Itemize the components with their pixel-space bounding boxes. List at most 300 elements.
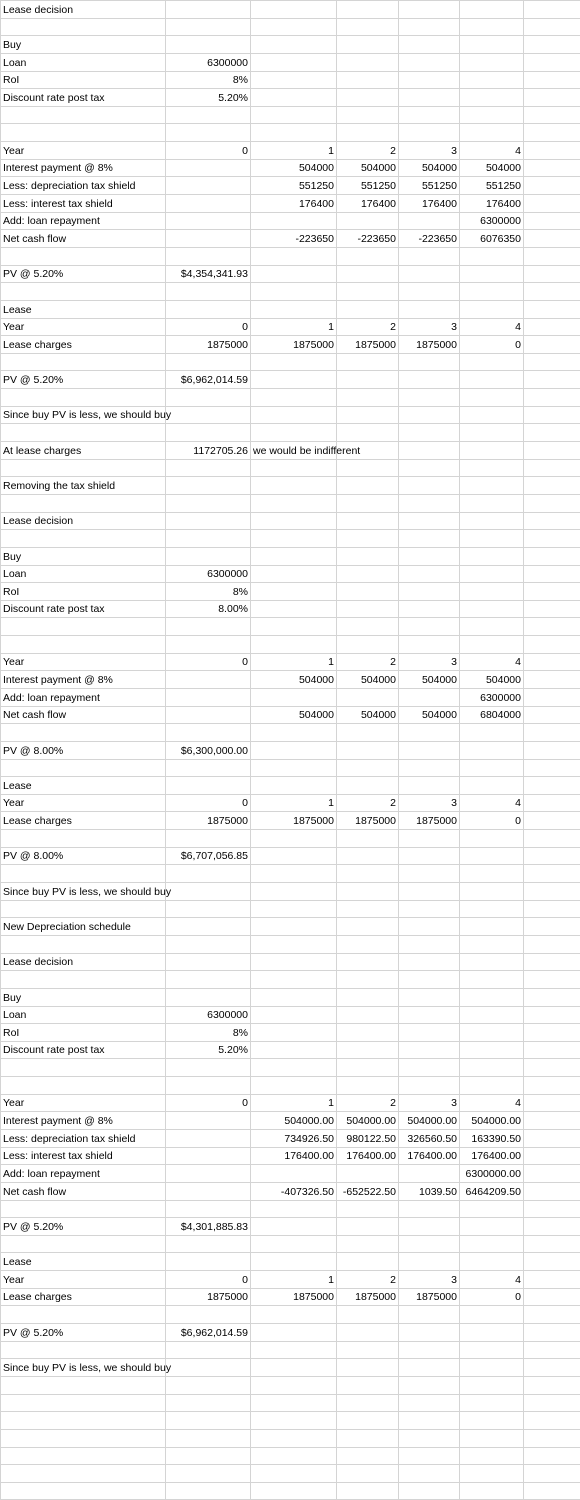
sheet-cell[interactable]: Since buy PV is less, we should buy xyxy=(1,1359,166,1377)
sheet-cell[interactable]: Year xyxy=(1,318,166,336)
sheet-cell[interactable]: 1039.50 xyxy=(399,1182,460,1200)
sheet-cell[interactable] xyxy=(524,1341,580,1359)
sheet-cell[interactable] xyxy=(524,1200,580,1218)
sheet-cell[interactable]: 1 xyxy=(251,1094,337,1112)
sheet-cell[interactable]: New Depreciation schedule xyxy=(1,918,166,936)
sheet-cell[interactable] xyxy=(524,353,580,371)
sheet-cell[interactable]: 8% xyxy=(166,583,251,601)
sheet-cell[interactable] xyxy=(251,1077,337,1095)
sheet-cell[interactable] xyxy=(524,530,580,548)
sheet-cell[interactable] xyxy=(166,971,251,989)
sheet-cell[interactable] xyxy=(524,195,580,213)
sheet-cell[interactable] xyxy=(399,1412,460,1430)
sheet-cell[interactable]: 6300000 xyxy=(166,565,251,583)
sheet-cell[interactable] xyxy=(337,512,399,530)
sheet-cell[interactable] xyxy=(166,865,251,883)
sheet-cell[interactable] xyxy=(1,1447,166,1465)
sheet-cell[interactable]: $6,300,000.00 xyxy=(166,741,251,759)
sheet-cell[interactable] xyxy=(166,883,251,901)
sheet-cell[interactable] xyxy=(251,1253,337,1271)
sheet-cell[interactable] xyxy=(524,247,580,265)
sheet-cell[interactable] xyxy=(166,1376,251,1394)
sheet-cell[interactable] xyxy=(166,918,251,936)
sheet-cell[interactable] xyxy=(1,124,166,142)
sheet-cell[interactable]: -652522.50 xyxy=(337,1182,399,1200)
sheet-cell[interactable] xyxy=(524,1077,580,1095)
sheet-cell[interactable]: Loan xyxy=(1,53,166,71)
sheet-cell[interactable] xyxy=(399,847,460,865)
sheet-cell[interactable] xyxy=(524,777,580,795)
sheet-cell[interactable] xyxy=(460,1376,524,1394)
sheet-cell[interactable]: PV @ 5.20% xyxy=(1,1324,166,1342)
sheet-cell[interactable] xyxy=(524,89,580,107)
sheet-cell[interactable] xyxy=(460,883,524,901)
sheet-cell[interactable] xyxy=(524,741,580,759)
sheet-cell[interactable] xyxy=(166,636,251,654)
sheet-cell[interactable]: 504000 xyxy=(399,706,460,724)
sheet-cell[interactable] xyxy=(524,759,580,777)
sheet-cell[interactable] xyxy=(337,406,399,424)
sheet-cell[interactable]: Interest payment @ 8% xyxy=(1,1112,166,1130)
sheet-cell[interactable]: 6464209.50 xyxy=(460,1182,524,1200)
sheet-cell[interactable] xyxy=(251,1429,337,1447)
sheet-cell[interactable] xyxy=(337,300,399,318)
sheet-cell[interactable]: Discount rate post tax xyxy=(1,89,166,107)
sheet-cell[interactable]: 2 xyxy=(337,142,399,160)
sheet-cell[interactable] xyxy=(399,459,460,477)
sheet-cell[interactable] xyxy=(251,724,337,742)
sheet-cell[interactable] xyxy=(251,124,337,142)
sheet-cell[interactable] xyxy=(166,477,251,495)
sheet-cell[interactable] xyxy=(460,530,524,548)
sheet-cell[interactable] xyxy=(337,353,399,371)
sheet-cell[interactable] xyxy=(337,1447,399,1465)
sheet-cell[interactable]: PV @ 8.00% xyxy=(1,847,166,865)
sheet-cell[interactable]: 1172705.26 xyxy=(166,442,251,460)
sheet-cell[interactable]: Interest payment @ 8% xyxy=(1,159,166,177)
sheet-cell[interactable] xyxy=(1,247,166,265)
sheet-cell[interactable] xyxy=(251,89,337,107)
sheet-cell[interactable] xyxy=(1,865,166,883)
sheet-cell[interactable] xyxy=(251,865,337,883)
sheet-cell[interactable]: 4 xyxy=(460,653,524,671)
sheet-cell[interactable] xyxy=(337,988,399,1006)
sheet-cell[interactable] xyxy=(251,389,337,407)
sheet-cell[interactable]: 1875000 xyxy=(251,812,337,830)
sheet-cell[interactable] xyxy=(460,865,524,883)
sheet-cell[interactable] xyxy=(524,406,580,424)
sheet-cell[interactable] xyxy=(251,1412,337,1430)
sheet-cell[interactable]: Lease decision xyxy=(1,1,166,19)
sheet-cell[interactable] xyxy=(399,530,460,548)
sheet-cell[interactable] xyxy=(337,724,399,742)
sheet-cell[interactable] xyxy=(251,353,337,371)
sheet-cell[interactable] xyxy=(166,1341,251,1359)
sheet-cell[interactable] xyxy=(399,353,460,371)
sheet-cell[interactable]: Less: interest tax shield xyxy=(1,1147,166,1165)
sheet-cell[interactable]: Year xyxy=(1,1094,166,1112)
sheet-cell[interactable] xyxy=(460,124,524,142)
sheet-cell[interactable] xyxy=(1,283,166,301)
sheet-cell[interactable]: 504000 xyxy=(460,159,524,177)
sheet-cell[interactable] xyxy=(524,935,580,953)
sheet-cell[interactable] xyxy=(524,459,580,477)
sheet-cell[interactable] xyxy=(166,389,251,407)
sheet-cell[interactable]: Lease charges xyxy=(1,812,166,830)
sheet-cell[interactable] xyxy=(337,124,399,142)
sheet-cell[interactable] xyxy=(251,759,337,777)
sheet-cell[interactable] xyxy=(166,459,251,477)
sheet-cell[interactable] xyxy=(460,1394,524,1412)
sheet-cell[interactable] xyxy=(524,1306,580,1324)
sheet-cell[interactable] xyxy=(337,36,399,54)
sheet-cell[interactable] xyxy=(524,1482,580,1500)
sheet-cell[interactable] xyxy=(166,1,251,19)
sheet-cell[interactable] xyxy=(399,865,460,883)
sheet-cell[interactable]: 2 xyxy=(337,794,399,812)
sheet-cell[interactable] xyxy=(1,971,166,989)
sheet-cell[interactable] xyxy=(399,300,460,318)
sheet-cell[interactable]: 0 xyxy=(166,794,251,812)
sheet-cell[interactable] xyxy=(337,212,399,230)
sheet-cell[interactable]: 176400.00 xyxy=(399,1147,460,1165)
sheet-cell[interactable] xyxy=(399,883,460,901)
sheet-cell[interactable]: 6300000 xyxy=(166,53,251,71)
sheet-cell[interactable]: Add: loan repayment xyxy=(1,212,166,230)
sheet-cell[interactable] xyxy=(166,1059,251,1077)
sheet-cell[interactable] xyxy=(524,1112,580,1130)
sheet-cell[interactable] xyxy=(524,688,580,706)
sheet-cell[interactable]: Buy xyxy=(1,547,166,565)
sheet-cell[interactable]: 6804000 xyxy=(460,706,524,724)
sheet-cell[interactable] xyxy=(251,1341,337,1359)
sheet-cell[interactable] xyxy=(524,177,580,195)
sheet-cell[interactable] xyxy=(524,1024,580,1042)
sheet-cell[interactable] xyxy=(251,36,337,54)
sheet-cell[interactable] xyxy=(399,1024,460,1042)
sheet-cell[interactable] xyxy=(524,971,580,989)
sheet-cell[interactable]: Less: interest tax shield xyxy=(1,195,166,213)
sheet-cell[interactable] xyxy=(399,36,460,54)
sheet-cell[interactable] xyxy=(399,935,460,953)
sheet-cell[interactable]: 1875000 xyxy=(251,336,337,354)
sheet-cell[interactable] xyxy=(251,424,337,442)
sheet-cell[interactable]: Net cash flow xyxy=(1,230,166,248)
sheet-cell[interactable] xyxy=(251,212,337,230)
sheet-cell[interactable]: Buy xyxy=(1,36,166,54)
sheet-cell[interactable]: 2 xyxy=(337,1094,399,1112)
sheet-cell[interactable]: 1875000 xyxy=(399,336,460,354)
sheet-cell[interactable] xyxy=(251,300,337,318)
sheet-cell[interactable]: Less: depreciation tax shield xyxy=(1,177,166,195)
sheet-cell[interactable] xyxy=(524,318,580,336)
sheet-cell[interactable]: 504000 xyxy=(399,671,460,689)
sheet-cell[interactable] xyxy=(166,1394,251,1412)
sheet-cell[interactable]: 4 xyxy=(460,142,524,160)
sheet-cell[interactable]: 0 xyxy=(460,1288,524,1306)
sheet-cell[interactable]: RoI xyxy=(1,1024,166,1042)
sheet-cell[interactable] xyxy=(166,1077,251,1095)
sheet-cell[interactable] xyxy=(460,830,524,848)
sheet-cell[interactable] xyxy=(524,1182,580,1200)
sheet-cell[interactable] xyxy=(251,918,337,936)
sheet-cell[interactable] xyxy=(460,424,524,442)
sheet-cell[interactable] xyxy=(1,424,166,442)
sheet-cell[interactable] xyxy=(460,1447,524,1465)
sheet-cell[interactable] xyxy=(524,1271,580,1289)
sheet-cell[interactable]: Add: loan repayment xyxy=(1,688,166,706)
sheet-cell[interactable]: 2 xyxy=(337,318,399,336)
sheet-cell[interactable] xyxy=(1,1341,166,1359)
sheet-cell[interactable]: 504000.00 xyxy=(460,1112,524,1130)
sheet-cell[interactable] xyxy=(460,847,524,865)
sheet-cell[interactable] xyxy=(460,1465,524,1483)
sheet-cell[interactable] xyxy=(251,547,337,565)
sheet-cell[interactable] xyxy=(251,565,337,583)
sheet-cell[interactable]: 4 xyxy=(460,794,524,812)
sheet-cell[interactable] xyxy=(524,953,580,971)
sheet-cell[interactable]: 4 xyxy=(460,318,524,336)
sheet-cell[interactable] xyxy=(524,918,580,936)
sheet-cell[interactable] xyxy=(337,1324,399,1342)
sheet-cell[interactable] xyxy=(399,406,460,424)
sheet-cell[interactable] xyxy=(337,1482,399,1500)
sheet-cell[interactable] xyxy=(1,18,166,36)
sheet-cell[interactable] xyxy=(524,159,580,177)
sheet-cell[interactable]: 176400 xyxy=(399,195,460,213)
sheet-cell[interactable] xyxy=(251,830,337,848)
sheet-cell[interactable]: 5.20% xyxy=(166,89,251,107)
sheet-cell[interactable]: 4 xyxy=(460,1271,524,1289)
sheet-cell[interactable]: 1875000 xyxy=(166,1288,251,1306)
sheet-cell[interactable] xyxy=(399,1341,460,1359)
sheet-cell[interactable] xyxy=(524,1,580,19)
sheet-cell[interactable] xyxy=(166,759,251,777)
sheet-cell[interactable] xyxy=(166,935,251,953)
sheet-cell[interactable] xyxy=(399,1447,460,1465)
sheet-cell[interactable] xyxy=(337,1412,399,1430)
sheet-cell[interactable]: Lease decision xyxy=(1,512,166,530)
sheet-cell[interactable] xyxy=(1,900,166,918)
sheet-cell[interactable] xyxy=(399,759,460,777)
sheet-cell[interactable] xyxy=(524,653,580,671)
sheet-cell[interactable] xyxy=(460,265,524,283)
sheet-cell[interactable]: 1 xyxy=(251,794,337,812)
sheet-cell[interactable]: 8% xyxy=(166,71,251,89)
sheet-cell[interactable]: Year xyxy=(1,794,166,812)
sheet-cell[interactable] xyxy=(524,883,580,901)
sheet-cell[interactable] xyxy=(399,953,460,971)
sheet-cell[interactable] xyxy=(399,1429,460,1447)
sheet-cell[interactable] xyxy=(166,1112,251,1130)
sheet-cell[interactable] xyxy=(460,1024,524,1042)
sheet-cell[interactable] xyxy=(524,636,580,654)
sheet-cell[interactable] xyxy=(1,1306,166,1324)
sheet-cell[interactable] xyxy=(399,1376,460,1394)
sheet-cell[interactable] xyxy=(399,371,460,389)
sheet-cell[interactable] xyxy=(524,1447,580,1465)
sheet-cell[interactable] xyxy=(337,1059,399,1077)
sheet-cell[interactable] xyxy=(460,106,524,124)
sheet-cell[interactable] xyxy=(166,1359,251,1377)
sheet-cell[interactable] xyxy=(524,618,580,636)
sheet-cell[interactable] xyxy=(524,812,580,830)
sheet-cell[interactable]: we would be indifferent xyxy=(251,442,337,460)
sheet-cell[interactable] xyxy=(337,900,399,918)
sheet-cell[interactable] xyxy=(251,1376,337,1394)
sheet-cell[interactable] xyxy=(251,371,337,389)
sheet-cell[interactable] xyxy=(166,512,251,530)
sheet-cell[interactable] xyxy=(524,1041,580,1059)
sheet-cell[interactable]: 3 xyxy=(399,653,460,671)
sheet-cell[interactable] xyxy=(166,18,251,36)
sheet-cell[interactable] xyxy=(251,688,337,706)
sheet-cell[interactable] xyxy=(460,988,524,1006)
sheet-cell[interactable] xyxy=(166,424,251,442)
sheet-cell[interactable] xyxy=(399,900,460,918)
sheet-cell[interactable]: Lease charges xyxy=(1,1288,166,1306)
sheet-cell[interactable] xyxy=(399,1218,460,1236)
sheet-cell[interactable]: 1 xyxy=(251,653,337,671)
sheet-cell[interactable] xyxy=(1,1465,166,1483)
sheet-cell[interactable] xyxy=(524,1235,580,1253)
sheet-cell[interactable] xyxy=(1,830,166,848)
sheet-cell[interactable] xyxy=(524,106,580,124)
sheet-cell[interactable] xyxy=(1,1235,166,1253)
sheet-cell[interactable] xyxy=(399,494,460,512)
sheet-cell[interactable] xyxy=(524,442,580,460)
sheet-cell[interactable] xyxy=(337,106,399,124)
sheet-cell[interactable] xyxy=(460,724,524,742)
sheet-cell[interactable] xyxy=(1,1200,166,1218)
sheet-cell[interactable] xyxy=(251,106,337,124)
sheet-cell[interactable]: PV @ 5.20% xyxy=(1,1218,166,1236)
sheet-cell[interactable] xyxy=(166,177,251,195)
sheet-cell[interactable] xyxy=(460,759,524,777)
sheet-cell[interactable] xyxy=(251,988,337,1006)
sheet-cell[interactable]: 8% xyxy=(166,1024,251,1042)
sheet-cell[interactable]: Less: depreciation tax shield xyxy=(1,1130,166,1148)
sheet-cell[interactable] xyxy=(1,1376,166,1394)
sheet-cell[interactable]: 980122.50 xyxy=(337,1130,399,1148)
sheet-cell[interactable] xyxy=(337,1218,399,1236)
sheet-cell[interactable] xyxy=(399,1059,460,1077)
sheet-cell[interactable]: Interest payment @ 8% xyxy=(1,671,166,689)
sheet-cell[interactable] xyxy=(1,935,166,953)
sheet-cell[interactable] xyxy=(524,36,580,54)
sheet-cell[interactable]: 504000 xyxy=(251,159,337,177)
sheet-cell[interactable] xyxy=(337,53,399,71)
sheet-cell[interactable] xyxy=(460,18,524,36)
sheet-cell[interactable]: Removing the tax shield xyxy=(1,477,166,495)
sheet-cell[interactable] xyxy=(337,636,399,654)
sheet-cell[interactable] xyxy=(337,1235,399,1253)
sheet-cell[interactable] xyxy=(524,794,580,812)
sheet-cell[interactable]: Net cash flow xyxy=(1,1182,166,1200)
sheet-cell[interactable] xyxy=(251,18,337,36)
sheet-cell[interactable]: 504000.00 xyxy=(399,1112,460,1130)
sheet-cell[interactable] xyxy=(460,1341,524,1359)
sheet-cell[interactable] xyxy=(399,1465,460,1483)
sheet-cell[interactable] xyxy=(337,759,399,777)
sheet-cell[interactable]: $6,707,056.85 xyxy=(166,847,251,865)
sheet-cell[interactable] xyxy=(524,900,580,918)
sheet-cell[interactable] xyxy=(524,1465,580,1483)
sheet-cell[interactable]: 504000 xyxy=(399,159,460,177)
sheet-cell[interactable] xyxy=(524,847,580,865)
sheet-cell[interactable] xyxy=(337,1394,399,1412)
sheet-cell[interactable]: Since buy PV is less, we should buy xyxy=(1,406,166,424)
sheet-cell[interactable]: 176400.00 xyxy=(337,1147,399,1165)
sheet-cell[interactable] xyxy=(251,477,337,495)
sheet-cell[interactable] xyxy=(460,547,524,565)
sheet-cell[interactable] xyxy=(460,371,524,389)
sheet-cell[interactable] xyxy=(251,1041,337,1059)
sheet-cell[interactable] xyxy=(251,265,337,283)
sheet-cell[interactable]: 3 xyxy=(399,142,460,160)
sheet-cell[interactable] xyxy=(337,1359,399,1377)
sheet-cell[interactable]: Loan xyxy=(1,1006,166,1024)
sheet-cell[interactable] xyxy=(251,847,337,865)
sheet-cell[interactable]: 6300000 xyxy=(460,688,524,706)
sheet-cell[interactable] xyxy=(524,53,580,71)
sheet-cell[interactable] xyxy=(166,353,251,371)
sheet-cell[interactable] xyxy=(337,18,399,36)
sheet-cell[interactable] xyxy=(460,1041,524,1059)
sheet-cell[interactable] xyxy=(166,1200,251,1218)
sheet-cell[interactable] xyxy=(337,565,399,583)
sheet-cell[interactable] xyxy=(524,1165,580,1183)
sheet-cell[interactable] xyxy=(337,283,399,301)
sheet-cell[interactable] xyxy=(251,1324,337,1342)
sheet-cell[interactable] xyxy=(166,124,251,142)
sheet-cell[interactable] xyxy=(166,900,251,918)
sheet-cell[interactable] xyxy=(460,636,524,654)
sheet-cell[interactable]: 1875000 xyxy=(337,1288,399,1306)
sheet-cell[interactable] xyxy=(251,530,337,548)
sheet-cell[interactable] xyxy=(337,1341,399,1359)
sheet-cell[interactable] xyxy=(524,583,580,601)
sheet-cell[interactable] xyxy=(166,1147,251,1165)
sheet-cell[interactable] xyxy=(337,830,399,848)
sheet-cell[interactable] xyxy=(1,1077,166,1095)
sheet-cell[interactable] xyxy=(251,1059,337,1077)
sheet-cell[interactable] xyxy=(399,71,460,89)
sheet-cell[interactable]: 0 xyxy=(166,142,251,160)
sheet-cell[interactable]: Lease charges xyxy=(1,336,166,354)
sheet-cell[interactable] xyxy=(460,53,524,71)
sheet-cell[interactable] xyxy=(399,265,460,283)
sheet-cell[interactable]: 504000.00 xyxy=(337,1112,399,1130)
sheet-cell[interactable] xyxy=(524,706,580,724)
sheet-cell[interactable] xyxy=(337,1253,399,1271)
sheet-cell[interactable] xyxy=(251,636,337,654)
sheet-cell[interactable] xyxy=(524,1324,580,1342)
sheet-cell[interactable] xyxy=(166,547,251,565)
sheet-cell[interactable] xyxy=(460,512,524,530)
sheet-cell[interactable] xyxy=(460,1,524,19)
sheet-cell[interactable] xyxy=(166,1412,251,1430)
sheet-cell[interactable] xyxy=(166,953,251,971)
sheet-cell[interactable] xyxy=(1,530,166,548)
sheet-cell[interactable] xyxy=(166,1182,251,1200)
sheet-cell[interactable] xyxy=(337,530,399,548)
sheet-cell[interactable] xyxy=(251,1447,337,1465)
sheet-cell[interactable] xyxy=(337,459,399,477)
sheet-cell[interactable] xyxy=(460,459,524,477)
sheet-cell[interactable] xyxy=(524,1429,580,1447)
sheet-cell[interactable] xyxy=(524,336,580,354)
